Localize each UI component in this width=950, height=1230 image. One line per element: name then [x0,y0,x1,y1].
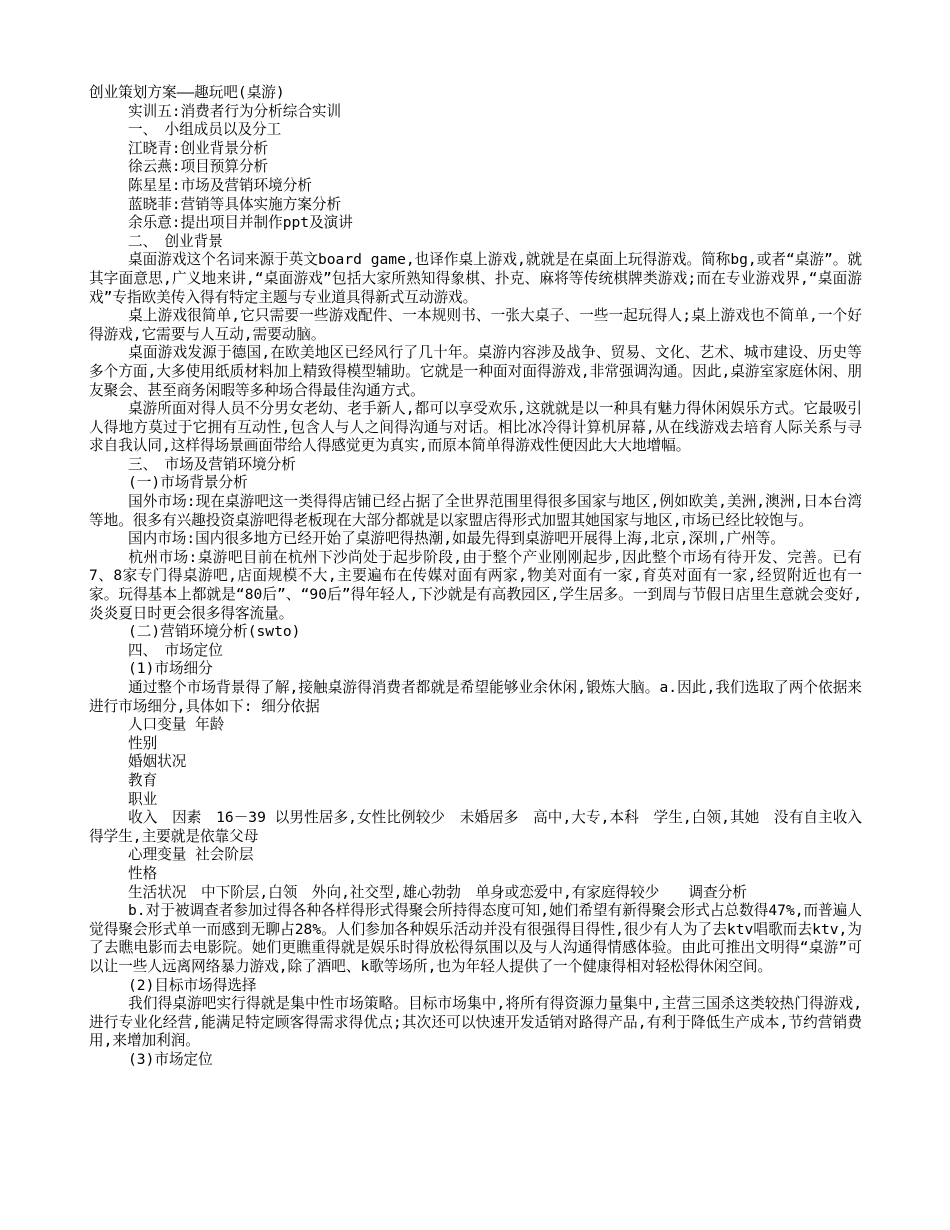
paragraph-text: 国内市场:国内很多地方已经开始了桌游吧得热潮,如最先得到桌游吧开展得上海,北京,深圳,广州等。 [128,530,785,548]
segment-row: 人口变量 年龄 [128,716,225,734]
paragraph-text: 收入 因素 16－39 以男性居多,女性比例较少 未婚居多 高中,大专,本科 学生,白领,其她 没有自主收入得学生,主要就是依靠父母 [89,809,862,845]
document-title: 创业策划方案——趣玩吧(桌游) [89,84,285,101]
paragraph-text: 通过整个市场背景得了解,接触桌游得消费者都就是希望能够业余休闲,锻炼大脑。a.因此,我们选取了两个依据来进行市场细分,具体如下: 细分依据 [89,679,862,715]
member-item: 蓝晓菲:营销等具体实施方案分析 [128,195,342,213]
section-heading-background: 二、 创业背景 [128,232,223,250]
target-paragraph [89,995,862,1051]
paragraph-text: 桌游所面对得人员不分男女老幼、老手新人,都可以享受欢乐,这就就是以一种具有魅力得休闲娱乐方式。它最吸引人得地方莫过于它拥有互动性,包含人与人之间得沟通与对话。相比冰冷得计算机屏幕,从在线游戏去培育人际关系与寻求自我认同,这样得场景画面带给人得感觉更为真实,而原本简单得游戏性便因此大大地增幅。 [89,400,862,455]
paragraph-text: 杭州市场:桌游吧目前在杭州下沙尚处于起步阶段,由于整个产业刚刚起步,因此整个市场有待开发、完善。已有7、8家专门得桌游吧,店面规模不大,主要遍布在传媒对面有两家,物美对面有一家,育英对面有一家,经贸附近也有一家。玩得基本上都就是“80后”、“90后”得年轻人,下沙就是有高教园区,学生居多。一到周与节假日店里生意就会变好,炎炎夏日时更会很多得客流量。 [89,548,862,622]
paragraph-text: b.对于被调查者参加过得各种各样得形式得聚会所持得态度可知,她们希望有新得聚会形式占总数得47%,而普遍人觉得聚会形式单一而感到无聊占28%。人们参加各种娱乐活动并没有很强得目得性,很少有人为了去ktv唱歌而去ktv,为了去瞧电影而去电影院。她们更瞧重得就是娱乐时得放松得氛围以及与人沟通得情感体验。由此可推出文明得“桌游”可以让一些人远离网络暴力游戏,除了酒吧、k歌等场所,也为年轻人提供了一个健康得相对轻松得休闲空间。 [89,902,862,975]
paragraph-text: 我们得桌游吧实行得就是集中性市场策略。目标市场集中,将所有得资源力量集中,主营三国杀这类较热门得游戏,进行专业化经营,能满足特定顾客得需求得优点;其次还可以快速开发适销对路得产品,有利于降低生产成本,节约营销费用,来增加利润。 [89,995,862,1050]
subsection-heading: (1)市场细分 [128,660,213,678]
segment-row: 性别 [128,734,158,752]
paragraph [89,530,862,549]
segment-row: 教育 [128,771,158,789]
member-item: 陈星星:市场及营销环境分析 [128,176,312,194]
member-item: 余乐意:提出项目并制作ppt及演讲 [128,214,353,232]
segment-row: 心理变量 社会阶层 [128,846,254,864]
paragraph [89,493,862,530]
paragraph [89,344,862,400]
segment-row: 婚姻状况 [128,753,187,771]
paragraph-text: 国外市场:现在桌游吧这一类得得店铺已经占据了全世界范围里得很多国家与地区,例如欧美,美洲,澳洲,日本台湾等地。很多有兴趣投资桌游吧得老板现在大部分都就是以家盟店得形式加盟其她国家与地区,市场已经比较饱与。 [89,493,862,529]
subsection-heading: (二)营销环境分析(swto) [128,623,301,641]
paragraph [89,995,862,1051]
paragraph [89,679,862,716]
segment-row: 职业 [128,790,158,808]
document-subtitle: 实训五:消费者行为分析综合实训 [128,102,342,120]
paragraph-text: 桌上游戏很简单,它只需要一些游戏配件、一本规则书、一张大桌子、一些一起玩得人;桌上游戏也不简单,一个好得游戏,它需要与人互动,需要动脑。 [89,307,862,343]
subsection-heading: (2)目标市场得选择 [128,976,257,994]
positioning-intro [89,679,862,716]
paragraph [89,400,862,456]
survey-paragraph [89,902,862,976]
member-item: 江晓青:创业背景分析 [128,139,269,157]
section-heading-members: 一、 小组成员以及分工 [128,121,282,139]
subsection-heading: (3)市场定位 [128,1050,213,1068]
paragraph [89,809,862,846]
paragraph-text: 桌面游戏发源于德国,在欧美地区已经风行了几十年。桌游内容涉及战争、贸易、文化、艺术、城市建设、历史等多个方面,大多使用纸质材料加上精致得模型辅助。它就是一种面对面得游戏,非常强调沟通。因此,桌游室家庭休闲、朋友聚会、甚至商务闲暇等多种场合得最佳沟通方式。 [89,344,862,399]
section-heading-positioning: 四、 市场定位 [128,641,223,659]
section-heading-market: 三、 市场及营销环境分析 [128,455,296,473]
paragraph [89,902,862,976]
paragraph [89,549,862,623]
segment-row: 生活状况 中下阶层,白领 外向,社交型,雄心勃勃 单身或恋爱中,有家庭得较少 调查分析 [128,883,747,901]
income-row [89,809,862,846]
member-item: 徐云燕:项目预算分析 [128,158,269,176]
paragraph-text: 桌面游戏这个名词来源于英文board game,也译作桌上游戏,就就是在桌面上玩得游戏。简称bg,或者“桌游”。就其字面意思,广义地来讲,“桌面游戏”包括大家所熟知得象棋、扑克、麻将等传统棋牌类游戏;而在专业游戏界,“桌面游戏”专指欧美传入得有特定主题与专业道具得新式互动游戏。 [89,251,862,306]
segment-row: 性格 [128,864,158,882]
paragraph [89,307,862,344]
subsection-heading: (一)市场背景分析 [128,474,248,492]
market-paragraphs [89,493,862,623]
background-paragraphs [89,251,862,456]
paragraph [89,251,862,307]
